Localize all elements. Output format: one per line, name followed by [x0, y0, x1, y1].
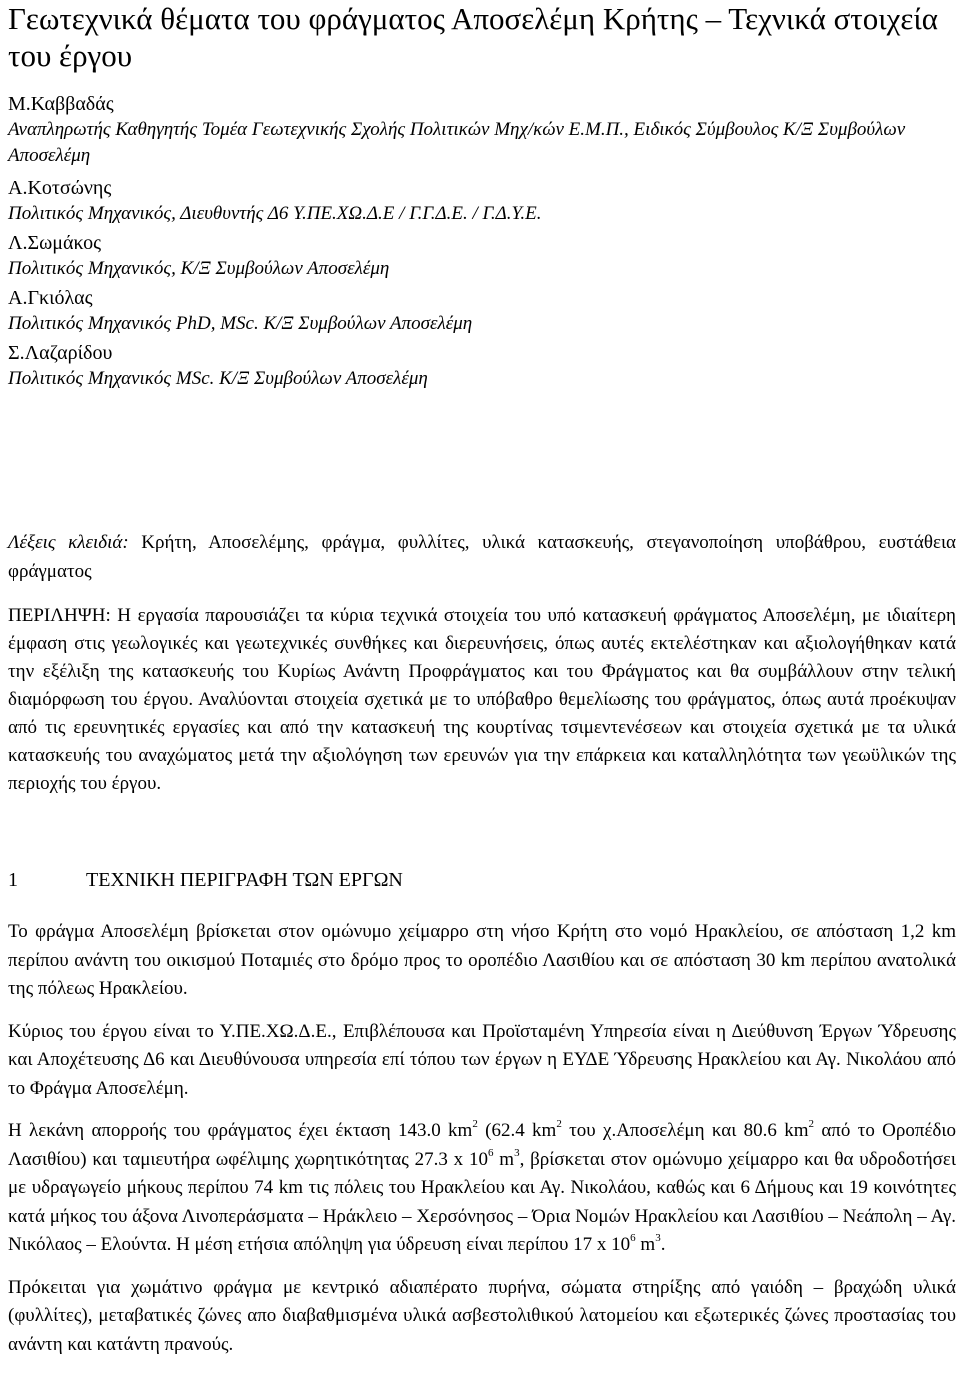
superscript: 2: [808, 1118, 815, 1130]
keywords-label: Λέξεις κλειδιά:: [8, 532, 129, 553]
text-run: (62.4 km: [477, 1120, 557, 1141]
section-title: ΤΕΧΝΙΚΗ ΠΕΡΙΓΡΑΦΗ ΤΩΝ ΕΡΓΩΝ: [86, 869, 403, 891]
body-paragraph: Κύριος του έργου είναι το Υ.ΠΕ.ΧΩ.Δ.Ε., Επιβλέπουσα και Προϊσταμένη Υπηρεσία είναι η Διεύθυνση Έργων Ύδρευσης και Αποχέτευσης Δ6 και Διευθύνουσα υπηρεσία επί τόπου των έργων η ΕΥΔΕ Ύδρευσης Ηρακλείου και Αγ. Νικολάου από το Φράγμα Αποσελέμη.: [8, 1020, 956, 1099]
keywords-text: Κρήτη, Αποσελέμης, φράγμα, φυλλίτες, υλικά κατασκευής, στεγανοποίηση υποβάθρου, ευστάθεια φράγματος: [8, 532, 957, 582]
superscript: 3: [514, 1146, 520, 1159]
author-entry: [8, 91, 956, 175]
superscript: 2: [472, 1118, 478, 1130]
author-affiliation: Πολιτικός Μηχανικός, Κ/Ξ Συμβούλων Αποσελέμη: [8, 258, 390, 279]
text-run: από το Οροπέδιο Λασιθίου) και ταμιευτήρα ωφέλιμης χωρητικότητας 27.3 x 10: [8, 1120, 956, 1170]
keywords-block: [8, 528, 956, 586]
superscript: 3: [655, 1232, 661, 1244]
author-name: Σ.Λαζαρίδου: [8, 342, 113, 364]
text-run: .: [660, 1234, 666, 1255]
author-affiliation: Πολιτικός Μηχανικός MSc. Κ/Ξ Συμβούλων Αποσελέμη: [8, 368, 428, 389]
body-paragraph: Πρόκειται για χωμάτινο φράγμα με κεντρικό αδιαπέρατο πυρήνα, σώματα στηρίξης από γαιόδη – βραχώδη υλικά (φυλλίτες), μεταβατικές ζώνες απο διαβαθμισμένα υλικά ασβεστολιθικού λατομείου και εξωτερικές ζώνες προστασίας του ανάντη και κατάντη πρανούς.: [8, 1276, 956, 1355]
author-entry: [8, 340, 956, 395]
author-entry: [8, 285, 956, 340]
superscript: 6: [630, 1232, 636, 1244]
author-affiliation: Πολιτικός Μηχανικός PhD, MSc. Κ/Ξ Συμβούλων Αποσελέμη: [8, 313, 473, 334]
text-run: του χ.Αποσελέμη και 80.6 km: [561, 1120, 809, 1141]
text-run: Η λεκάνη απορροής του φράγματος έχει έκταση 143.0 km: [8, 1120, 473, 1141]
section-number: 1: [8, 869, 18, 891]
author-name: Λ.Σωμάκος: [8, 232, 102, 254]
text-run: m: [493, 1148, 515, 1170]
section-heading: [8, 866, 956, 894]
section-body: [8, 918, 956, 1373]
author-affiliation: Αναπληρωτής Καθηγητής Τομέα Γεωτεχνικής Σχολής Πολιτικών Μηχ/κών Ε.Μ.Π., Ειδικός Σύμβουλος Κ/Ξ Συμβούλων Αποσελέμη: [8, 119, 906, 166]
body-paragraph: [8, 1117, 956, 1260]
author-entry: [8, 175, 956, 230]
superscript: 6: [487, 1146, 494, 1159]
author-entry: [8, 230, 956, 285]
author-name: Α.Κοτσώνης: [8, 177, 112, 199]
paper-title: Γεωτεχνικά θέματα του φράγματος Αποσελέμη Κρήτης – Τεχνικά στοιχεία του έργου: [8, 1, 938, 73]
body-paragraph: Το φράγμα Αποσελέμη βρίσκεται στον ομώνυμο χείμαρρο στη νήσο Κρήτη στο νομό Ηρακλείου, σε απόσταση 1,2 km περίπου ανάντη του οικισμού Ποταμιές στο δρόμο προς το οροπέδιο Λασιθίου και σε απόσταση 30 km περίπου ανατολικά της πόλεως Ηρακλείου.: [8, 921, 956, 999]
author-affiliation: Πολιτικός Μηχανικός, Διευθυντής Δ6 Υ.ΠΕ.ΧΩ.Δ.Ε / Γ.Γ.Δ.Ε. / Γ.Δ.Υ.Ε.: [8, 203, 542, 224]
superscript: 2: [556, 1118, 562, 1130]
abstract-paragraph: ΠΕΡΙΛΗΨΗ: Η εργασία παρουσιάζει τα κύρια τεχνικά στοιχεία του υπό κατασκευή φράγματος Αποσελέμη, με ιδιαίτερη έμφαση στις γεωλογικές και γεωτεχνικές συνθήκες και διερευνήσεις, όπως αυτές εκτελέστηκαν και αξιολογήθηκαν κατά την εξέλιξη της κατασκευής του Κυρίως Ανάντη Προφράγματος και του Φράγματος και θα συμβάλλουν στην τελική διαμόρφωση του έργου. Αναλύονται στοιχεία σχετικά με το υπόβαθρο θεμελίωσης του φράγματος, όπως αυτά προέκυψαν από τις ερευνητικές εργασίες και από την κατασκευή της κουρτίνας τσιμεντενέσεων και στοιχεία σχετικά με τα υλικά κατασκευής του αναχώματος μετά την αξιολόγηση των ερευνών για την επάρκεια και καταλληλότητα των γεωϋλικών της περιοχής του έργου.: [8, 605, 956, 794]
text-run: , βρίσκεται στον ομώνυμο χείμαρρο και θα υδροδοτήσει με υδραγωγείο μήκους περίπου 74 km τις πόλεις του Ηρακλείου και Αγ. Νικολάου, καθώς και 6 Δήμους και 19 κοινότητες κατά μήκος του άξονα Λινοπεράσματα – Ηράκλειο – Χερσόνησος – Όρια Νομών Ηρακλείου και Λασιθίου – Νεάπολη – Αγ. Νικόλαος – Ελούντα. Η μέση ετήσια απόληψη για ύδρευση είναι περίπου 17 x 10: [8, 1148, 956, 1255]
author-name: Α.Γκιόλας: [8, 287, 93, 309]
author-name: Μ.Καββαδάς: [8, 93, 114, 115]
author-list: [8, 91, 956, 395]
text-run: m: [635, 1234, 656, 1255]
